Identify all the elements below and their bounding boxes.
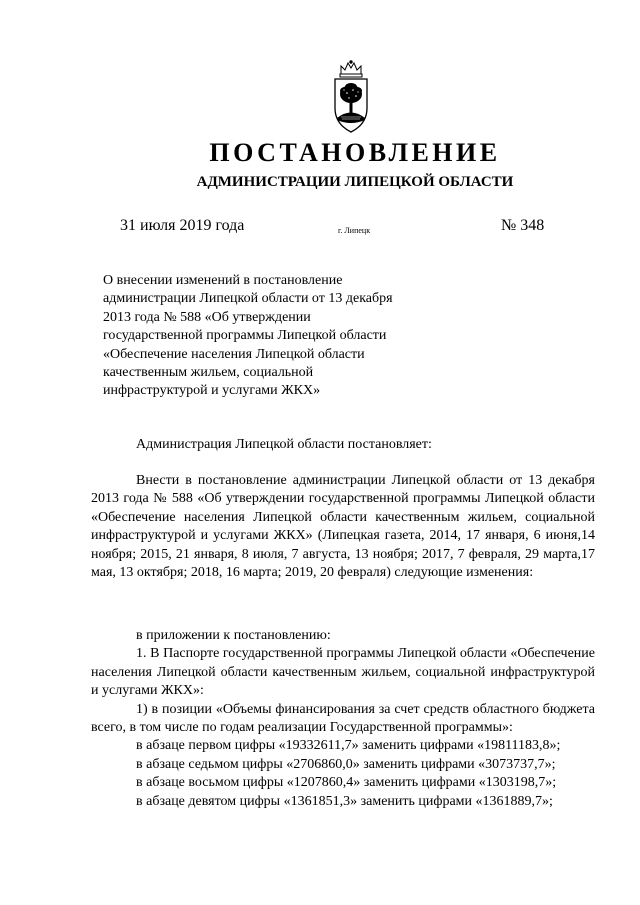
preamble-block bbox=[91, 436, 595, 454]
document-city: г. Липецк bbox=[338, 226, 371, 235]
paragraph-amendment-intro: Внести в постановление администрации Липецкой области от 13 декабря 2013 года № 588 «Об утверждении государственной программы Липецкой области «Обеспечение населения Липецкой области качественным жильем, социальной инфраструктурой и услугами ЖКХ» (Липецкая газета, 2014, 17 января, 6 июня,14 ноября; 2015, 21 января, 8 июля, 7 августа, 13 ноября; 2017, 7 февраля, 29 марта,17 мая, 13 октября; 2018, 16 марта; 2019, 20 февраля) следующие изменения: bbox=[91, 473, 595, 581]
paragraph-block-changes bbox=[91, 627, 595, 811]
paragraph-appendix: в приложении к постановлению: bbox=[136, 628, 331, 643]
paragraph-abzac-ninth: в абзаце девятом цифры «1361851,3» заменить цифрами «1361889,7»; bbox=[136, 793, 553, 809]
document-number: № 348 bbox=[501, 217, 545, 234]
paragraph-financing-position: 1) в позиции «Объемы финансирования за счет средств областного бюджета всего, в том числе по годам реализации Государственной программы»: bbox=[91, 701, 595, 736]
document-title: ПОСТАНОВЛЕНИЕ bbox=[209, 138, 501, 167]
document-date: 31 июля 2019 года bbox=[120, 217, 245, 234]
coat-of-arms-emblem bbox=[327, 60, 375, 138]
paragraph-block-main bbox=[91, 472, 595, 582]
paragraph-abzac-first: в абзаце первом цифры «19332611,7» заменить цифрами «19811183,8»; bbox=[136, 738, 561, 754]
paragraph-abzac-eighth: в абзаце восьмом цифры «1207860,4» заменить цифрами «1303198,7»; bbox=[136, 775, 557, 791]
paragraph-abzac-seventh: в абзаце седьмом цифры «2706860,0» заменить цифрами «3073737,7»; bbox=[136, 756, 556, 772]
document-subtitle: АДМИНИСТРАЦИИ ЛИПЕЦКОЙ ОБЛАСТИ bbox=[196, 174, 514, 190]
preamble: Администрация Липецкой области постановляет: bbox=[136, 437, 432, 452]
paragraph-passport: 1. В Паспорте государственной программы Липецкой области «Обеспечение населения Липецкой области качественным жильем, социальной инфраструктурой и услугами ЖКХ»: bbox=[91, 646, 595, 699]
document-subject: О внесении изменений в постановление администрации Липецкой области от 13 декабря 2013 года № 588 «Об утверждении государственной программы Липецкой области «Обеспечение населения Липецкой области качественным жильем, социальной инфраструктурой и услугами ЖКХ» bbox=[103, 273, 393, 399]
